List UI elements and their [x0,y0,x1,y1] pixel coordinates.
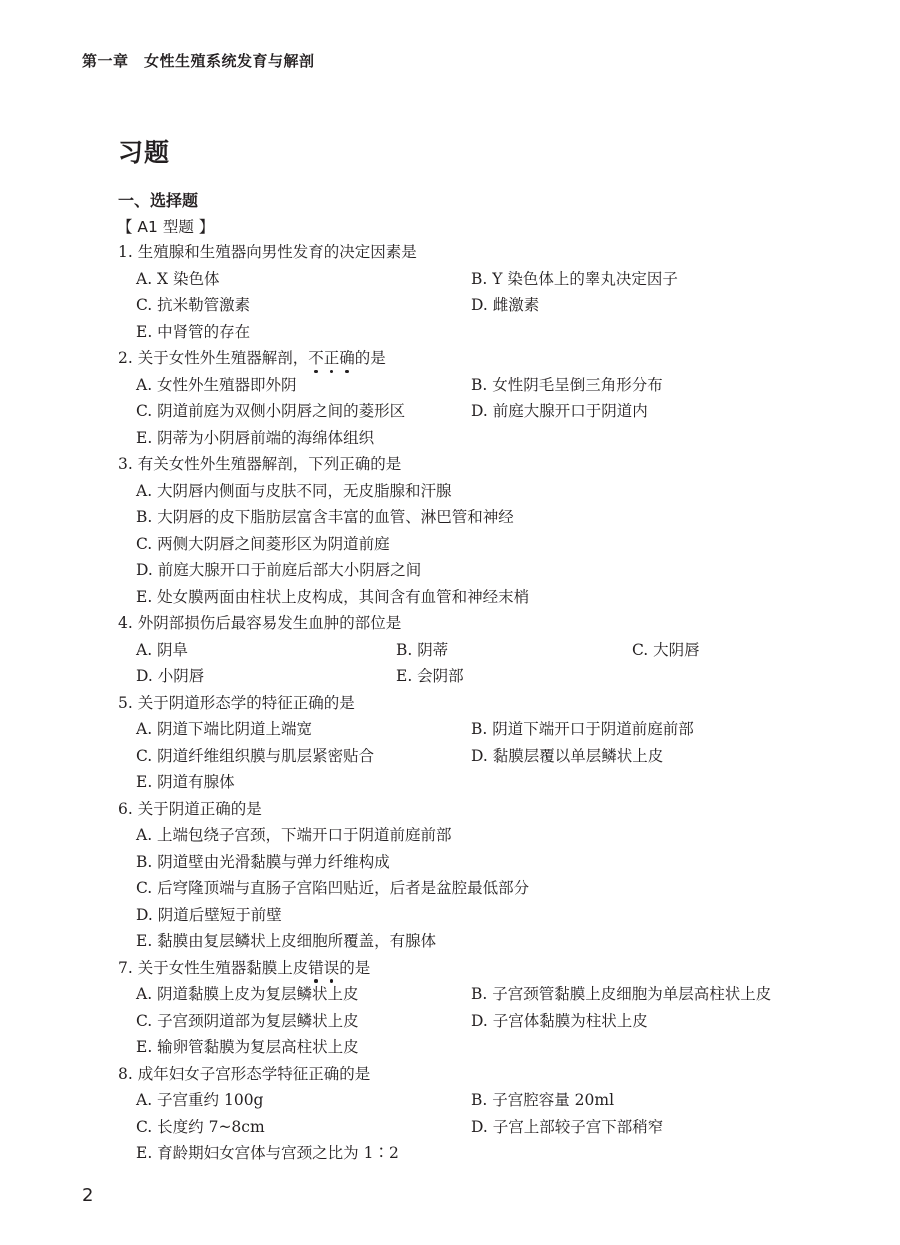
option-row [118,584,818,611]
option-e: E. 阴蒂为小阴唇前端的海绵体组织 [136,428,375,447]
option-c: C. 阴道纤维组织膜与肌层紧密贴合 [136,746,375,765]
option-row [118,266,818,293]
option-a: A. 大阴唇内侧面与皮肤不同，无皮脂腺和汗腺 [136,481,452,500]
option-c: C. 后穹隆顶端与直肠子宫陷凹贴近，后者是盆腔最低部分 [136,879,530,897]
question-stem: 8. 成年妇女子宫形态学特征正确的是 [118,1064,371,1083]
option-a: A. 女性外生殖器即外阴 [136,375,297,394]
question-6-stem [118,796,818,823]
stem-text: 7. 关于女性生殖器黏膜上皮 [118,958,309,977]
option-d: D. 雌激素 [471,296,540,314]
option-row [118,504,818,531]
question-4-stem [118,610,818,637]
question-list [118,239,818,1167]
question-3-stem [118,451,818,478]
option-row [118,1034,818,1061]
option-row [118,981,818,1008]
question-stem [118,345,386,372]
option-row [118,743,818,770]
question-stem: 1. 生殖腺和生殖器向男性发育的决定因素是 [118,243,417,261]
option-row [118,557,818,584]
question-type-label: 【 A1 型题 】 [117,218,215,236]
option-row [118,637,818,664]
option-row [118,372,818,399]
option-c: C. 长度约 7~8cm [136,1117,265,1136]
option-c: C. 两侧大阴唇之间菱形区为阴道前庭 [136,534,390,553]
option-a: A. 阴道下端比阴道上端宽 [136,720,313,738]
option-e: E. 黏膜由复层鳞状上皮细胞所覆盖，有腺体 [136,932,437,950]
option-row [118,769,818,796]
option-d: D. 阴道后壁短于前壁 [136,905,282,924]
option-a: A. 阴道黏膜上皮为复层鳞状上皮 [136,985,359,1003]
option-b: B. 阴道壁由光滑黏膜与弹力纤维构成 [136,852,390,871]
question-1-stem [118,239,818,266]
emphasized-text: 不正确 [308,349,355,367]
question-stem [118,955,370,982]
option-b: B. 大阴唇的皮下脂肪层富含丰富的血管、淋巴管和神经 [136,508,514,526]
option-row [118,292,818,319]
option-row [118,716,818,743]
question-8-stem [118,1061,818,1088]
option-e: E. 中肾管的存在 [136,322,251,341]
option-b: B. 阴蒂 [396,640,449,659]
question-2-stem [118,345,818,372]
option-row [118,425,818,452]
option-e: E. 处女膜两面由柱状上皮构成，其间含有血管和神经末梢 [136,587,530,606]
question-stem: 3. 有关女性外生殖器解剖，下列正确的是 [118,455,402,473]
option-row [118,478,818,505]
option-e: E. 育龄期妇女宫体与宫颈之比为 1∶2 [136,1144,399,1162]
page-number: 2 [82,1185,94,1206]
emphasis-mark [308,345,355,372]
option-row [118,319,818,346]
option-d: D. 前庭大腺开口于前庭后部大小阴唇之间 [136,561,422,579]
option-d: D. 子宫体黏膜为柱状上皮 [471,1011,648,1030]
section-title: 习题 [118,138,171,167]
option-b: B. Y 染色体上的睾丸决定因子 [471,269,678,288]
question-stem: 6. 关于阴道正确的是 [118,799,262,818]
option-row [118,875,818,902]
option-a: A. 阴阜 [136,640,189,659]
option-row [118,1140,818,1167]
option-d: D. 子宫上部较子宫下部稍窄 [471,1117,664,1136]
option-row [118,663,818,690]
question-stem: 4. 外阴部损伤后最容易发生血肿的部位是 [118,614,402,632]
option-row [118,928,818,955]
option-b: B. 子宫颈管黏膜上皮细胞为单层高柱状上皮 [471,985,772,1003]
option-e: E. 输卵管黏膜为复层高柱状上皮 [136,1038,359,1056]
option-d: D. 前庭大腺开口于阴道内 [471,402,648,420]
option-a: A. 上端包绕子宫颈，下端开口于阴道前庭前部 [136,826,452,844]
option-row [118,822,818,849]
emphasis-mark [308,955,339,982]
question-stem: 5. 关于阴道形态学的特征正确的是 [118,693,355,712]
option-a: A. X 染色体 [136,269,220,288]
option-c: C. 大阴唇 [632,640,700,659]
running-head: 第一章 女性生殖系统发育与解剖 [82,52,315,70]
option-b: B. 阴道下端开口于阴道前庭前部 [471,720,694,738]
option-c: C. 阴道前庭为双侧小阴唇之间的菱形区 [136,402,406,420]
option-e: E. 会阴部 [396,667,464,685]
sub-heading: 一、选择题 [118,191,199,210]
stem-text: 2. 关于女性外生殖器解剖， [118,349,309,367]
stem-text: 的是 [339,958,371,977]
option-row [118,849,818,876]
emphasized-text: 错误 [308,958,340,977]
option-c: C. 子宫颈阴道部为复层鳞状上皮 [136,1011,359,1030]
option-b: B. 子宫腔容量 20ml [471,1091,615,1109]
option-row [118,531,818,558]
option-c: C. 抗米勒管激素 [136,296,251,314]
question-5-stem [118,690,818,717]
option-row [118,1008,818,1035]
question-7-stem [118,955,818,982]
stem-text: 的是 [354,349,386,367]
option-row [118,1087,818,1114]
option-row [118,398,818,425]
option-e: E. 阴道有腺体 [136,773,235,791]
option-d: D. 黏膜层覆以单层鳞状上皮 [471,746,664,765]
option-d: D. 小阴唇 [136,667,205,685]
option-a: A. 子宫重约 100g [136,1091,264,1109]
option-row [118,902,818,929]
option-b: B. 女性阴毛呈倒三角形分布 [471,375,663,394]
option-row [118,1114,818,1141]
